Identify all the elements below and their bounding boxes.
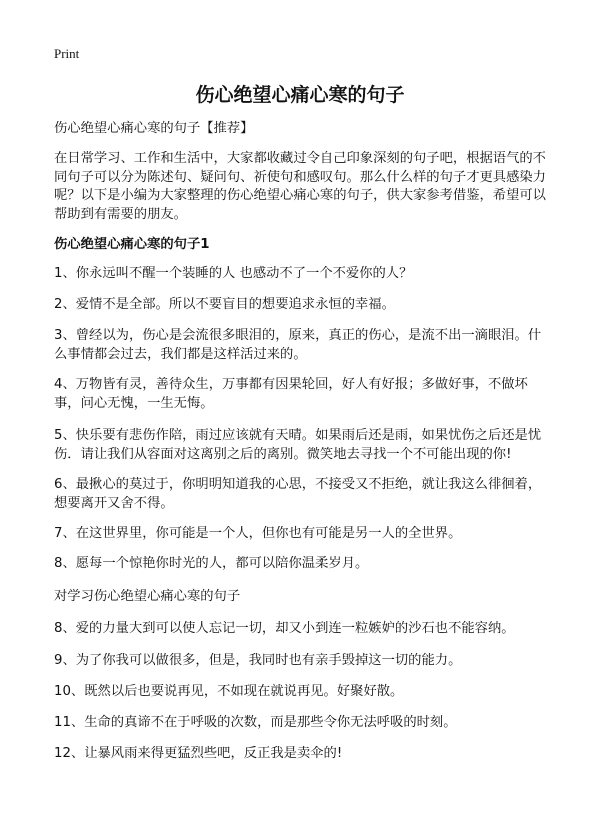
list-item: 2、爱情不是全部。所以不要盲目的想要追求永恒的幸福。 [54,297,395,312]
section-heading-2: 对学习伤心绝望心痛心寒的句子 [54,589,241,604]
list-item: 9、为了你我可以做很多，但是，我同时也有亲手毁掉这一切的能力。 [54,653,462,668]
list-item: 5、快乐要有悲伤作陪，雨过应该就有天晴。如果雨后还是雨，如果忧伤之后还是忧伤．请让我们从容面对这离别之后的离别。微笑地去寻找一个不可能出现的你! [54,428,542,462]
page-title: 伤心绝望心痛心寒的句子 [195,84,405,106]
print-link[interactable]: Print [54,46,80,61]
list-item: 11、生命的真谛不在于呼吸的次数，而是那些令你无法呼吸的时刻。 [54,715,457,730]
list-item: 3、曾经以为，伤心是会流很多眼泪的，原来，真正的伤心，是流不出一滴眼泪。什么事情都会过去，我们都是这样活过来的。 [54,328,542,362]
list-item: 4、万物皆有灵，善待众生，万事都有因果轮回，好人有好报；多做好事，不做坏事，问心无愧，一生无悔。 [54,377,528,411]
list-item: 1、你永远叫不醒一个装睡的人 也感动不了一个不爱你的人？ [54,266,413,281]
list-item: 8、愿每一个惊艳你时光的人，都可以陪你温柔岁月。 [54,556,369,571]
list-item: 8、爱的力量大到可以使人忘记一切，却又小到连一粒嫉妒的沙石也不能容纳。 [54,621,515,636]
subtitle: 伤心绝望心痛心寒的句子【推荐】 [54,121,254,136]
list-item: 10、既然以后也要说再见，不如现在就说再见。好聚好散。 [54,684,404,699]
list-item: 12、让暴风雨来得更猛烈些吧，反正我是卖伞的! [54,746,343,761]
section-heading-1: 伤心绝望心痛心寒的句子1 [54,237,210,252]
list-item: 6、最揪心的莫过于，你明明知道我的心思，不接受又不拒绝，就让我这么徘徊着，想要离开又舍不得。 [54,477,542,511]
list-item: 7、在这世界里，你可能是一个人，但你也有可能是另一人的全世界。 [54,526,462,541]
intro-paragraph: 在日常学习、工作和生活中，大家都收藏过令自己印象深刻的句子吧，根据语气的不同句子可以分为陈述句、疑问句、祈使句和感叹句。那么什么样的句子才更具感染力呢？以下是小编为大家整理的伤心绝望心痛心寒的句子，供大家参考借鉴，希望可以帮助到有需要的朋友。 [54,151,546,222]
